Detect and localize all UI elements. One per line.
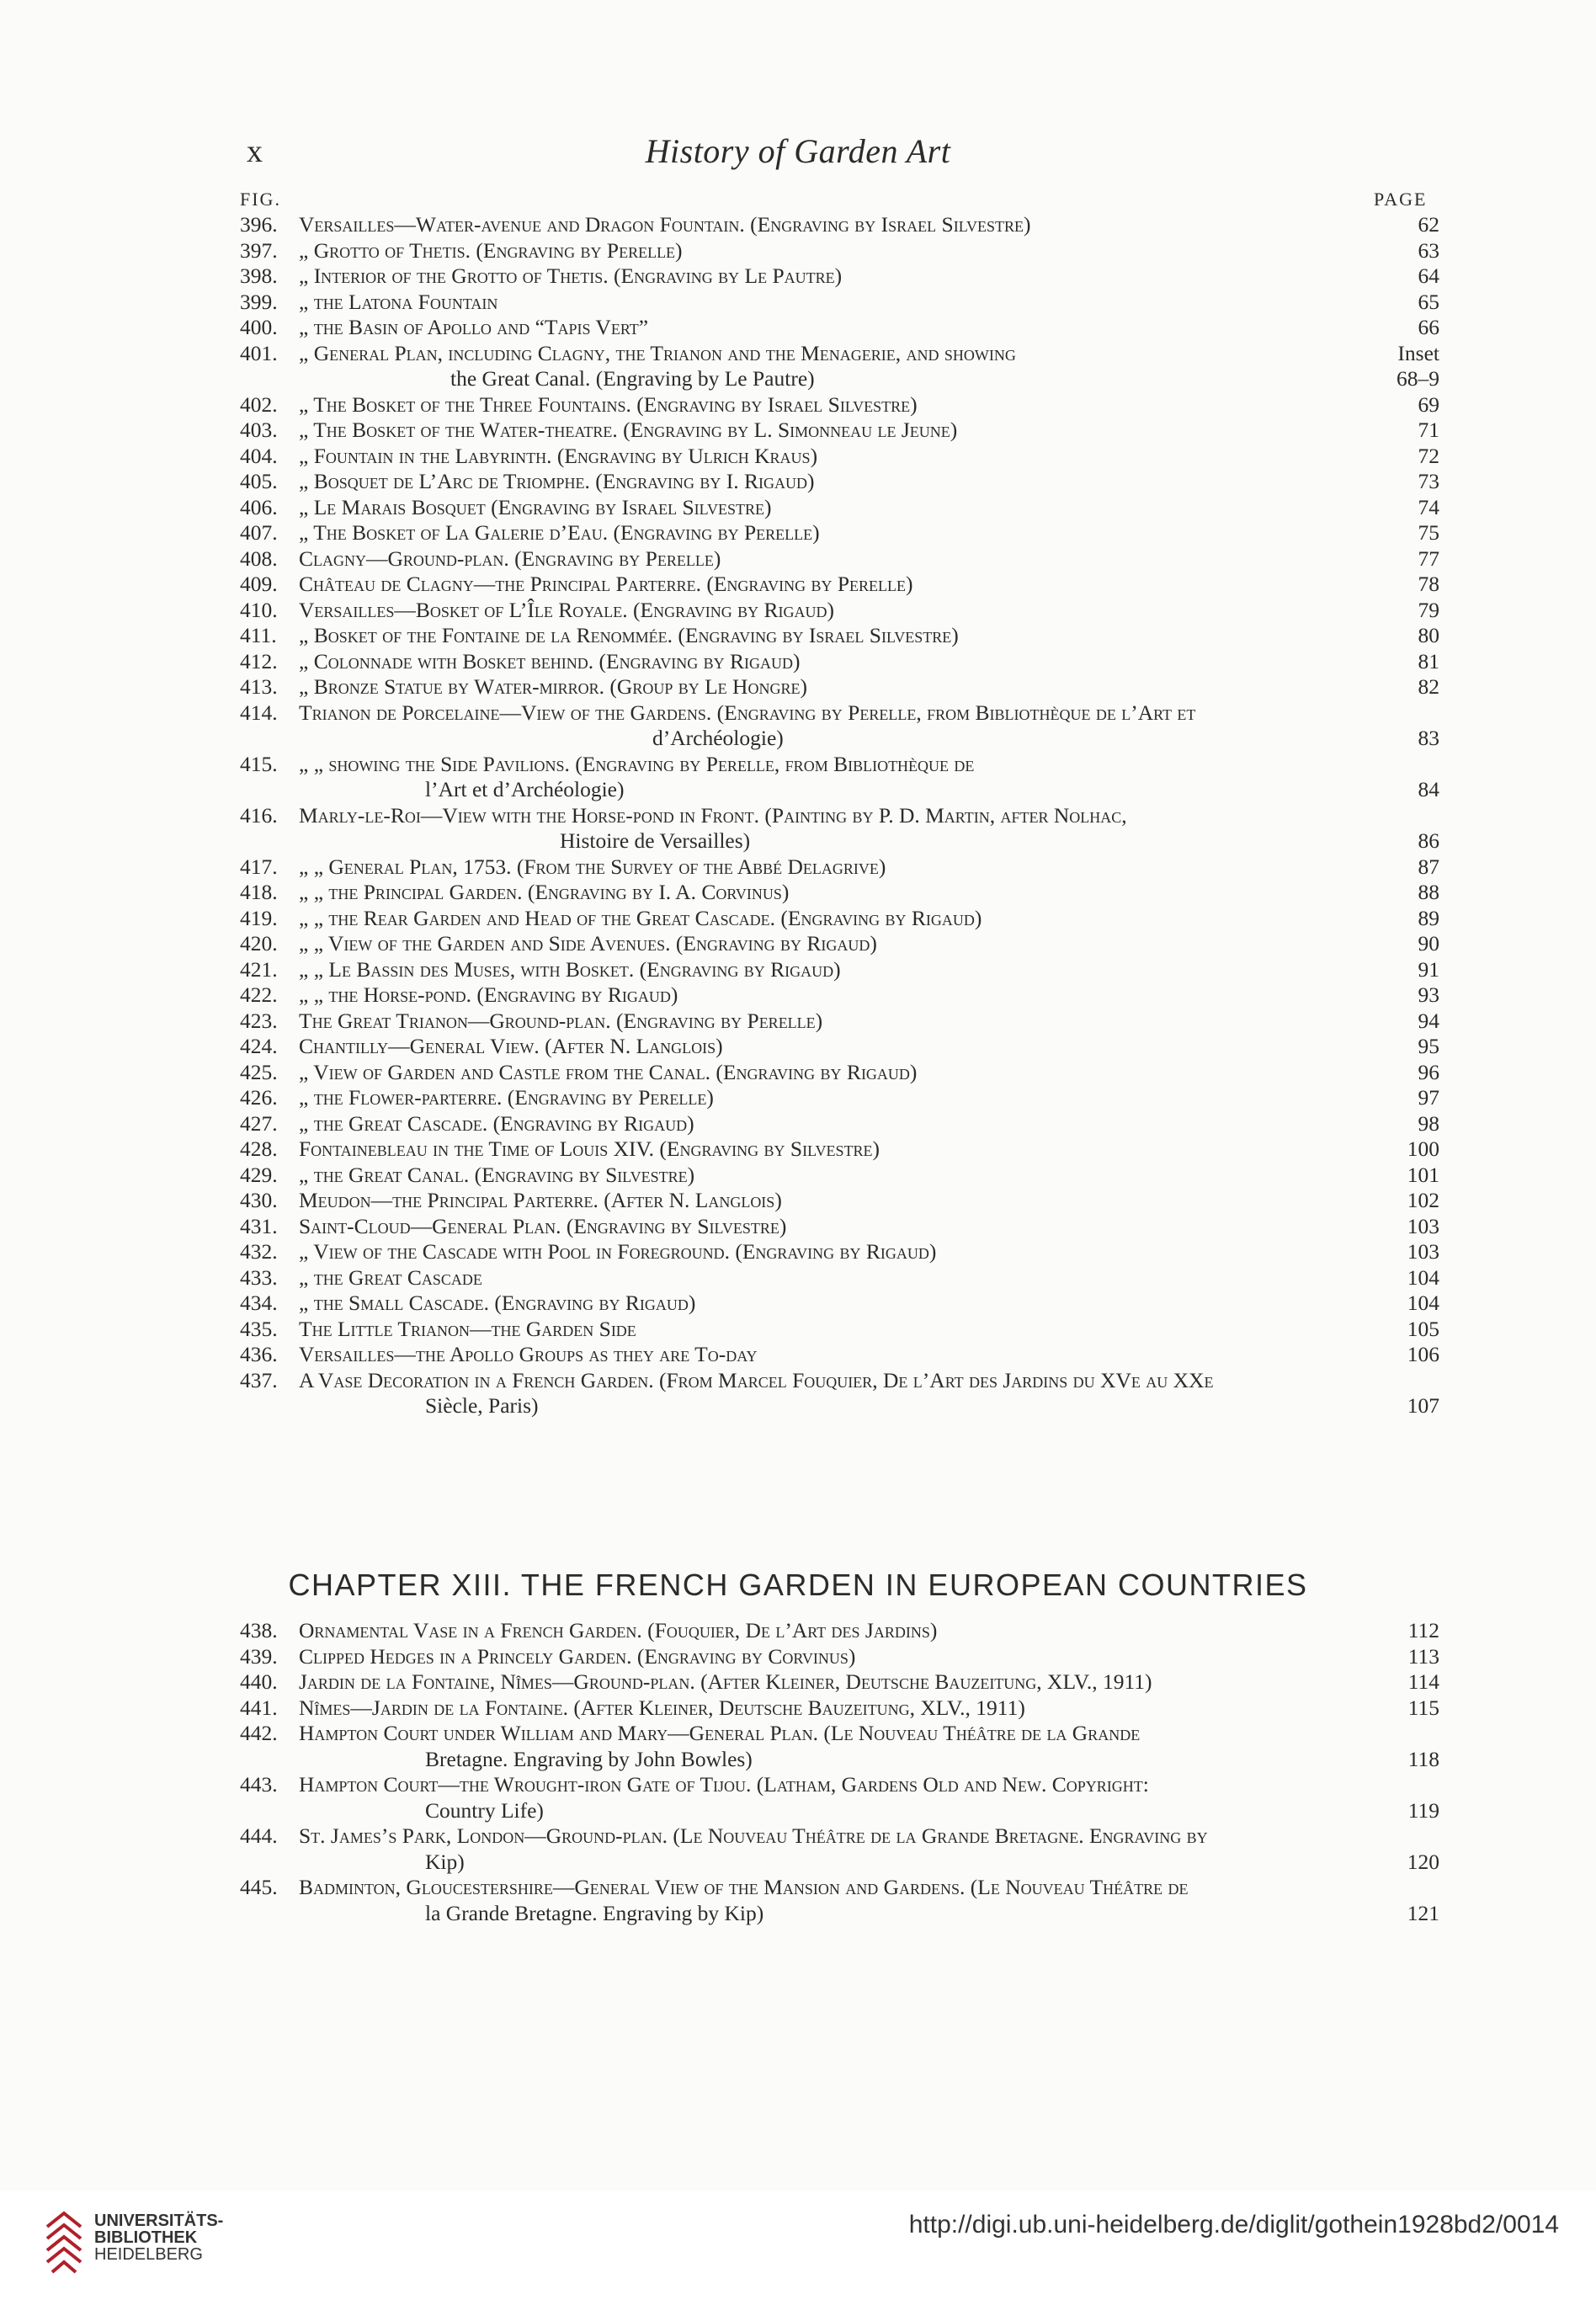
library-name-line3: HEIDELBERG <box>94 2245 203 2264</box>
figure-number: 398. <box>240 264 278 288</box>
caption-text: „ The Bosket of La Galerie d’Eau. (Engraving by Perelle) <box>299 520 820 545</box>
figure-caption <box>299 752 1381 803</box>
figure-caption <box>299 418 1381 444</box>
caption-text: Saint-Cloud—General Plan. (Engraving by Silvestre) <box>299 1213 787 1238</box>
figure-number: 409. <box>240 572 278 596</box>
page-reference: 100 <box>1407 1137 1439 1161</box>
list-item <box>240 1317 1439 1343</box>
caption-text: Jardin de la Fontaine, Nîmes—Ground-plan. (After Kleiner, Deutsche Bauzeitung, XLV., 1911) <box>299 1669 1152 1694</box>
figure-number: 431. <box>240 1213 278 1238</box>
figure-caption <box>299 674 1381 700</box>
page-reference: 93 <box>1418 982 1439 1007</box>
page-reference: 71 <box>1418 418 1439 442</box>
figure-caption <box>299 212 1381 238</box>
figure-caption <box>299 1823 1381 1875</box>
list-item <box>240 623 1439 649</box>
page-reference: 64 <box>1418 264 1439 288</box>
caption-text: „ Bosquet de L’Arc de Triomphe. (Engraving by I. Rigaud) <box>299 469 815 493</box>
caption-text: „ The Bosket of the Water-theatre. (Engraving by L. Simonneau le Jeune) <box>299 418 958 442</box>
page-reference: 91 <box>1418 956 1439 982</box>
caption-text: Château de Clagny—the Principal Parterre. (Engraving by Perelle) <box>299 572 913 596</box>
page-reference: 89 <box>1418 905 1439 930</box>
list-item <box>240 238 1439 264</box>
list-item <box>240 854 1439 881</box>
list-item <box>240 674 1439 700</box>
figure-caption <box>299 238 1381 264</box>
caption-text: „ the Great Cascade <box>299 1264 482 1290</box>
caption-text: Ornamental Vase in a French Garden. (Fouquier, De l’Art des Jardins) <box>299 1618 938 1642</box>
figure-number: 401. <box>240 340 278 365</box>
page-reference: 88 <box>1418 880 1439 904</box>
figure-caption <box>299 1669 1381 1696</box>
figure-caption <box>299 392 1381 418</box>
figure-caption <box>299 1009 1381 1035</box>
page-reference: 103 <box>1407 1239 1439 1264</box>
list-item <box>240 1772 1439 1823</box>
figure-number: 441. <box>240 1695 278 1720</box>
page-reference: 106 <box>1407 1342 1439 1366</box>
figure-number: 440. <box>240 1669 278 1694</box>
caption-text: „ Interior of the Grotto of Thetis. (Engraving by Le Pautre) <box>299 264 843 288</box>
figure-number: 410. <box>240 597 278 622</box>
caption-text: „ Le Marais Bosquet (Engraving by Israel Silvestre) <box>299 494 772 519</box>
page-reference: 101 <box>1407 1162 1439 1187</box>
caption-text: „ „ Le Bassin des Muses, with Bosket. (Engraving by Rigaud) <box>299 956 841 982</box>
figure-list <box>240 212 1439 1419</box>
caption-text: Hampton Court under William and Mary—General Plan. (Le Nouveau Théâtre de la Grande <box>299 1721 1141 1745</box>
page-reference: 78 <box>1418 572 1439 596</box>
figure-caption <box>299 1163 1381 1189</box>
figure-number: 427. <box>240 1110 278 1136</box>
figure-caption <box>299 931 1381 957</box>
list-item <box>240 1137 1439 1163</box>
figure-caption <box>299 1618 1381 1644</box>
figure-number: 426. <box>240 1085 278 1110</box>
list-item <box>240 1034 1439 1060</box>
figure-number: 421. <box>240 956 278 982</box>
page-reference: 77 <box>1418 546 1439 571</box>
figure-number: 443. <box>240 1772 278 1797</box>
list-item <box>240 752 1439 803</box>
figure-caption <box>299 1875 1381 1926</box>
figure-number: 417. <box>240 854 278 879</box>
figure-number: 404. <box>240 443 278 468</box>
figure-caption <box>299 469 1381 495</box>
figure-number: 422. <box>240 982 278 1007</box>
figure-number: 425. <box>240 1059 278 1084</box>
list-item <box>240 290 1439 316</box>
figure-number: 402. <box>240 391 278 417</box>
caption-text: „ Grotto of Thetis. (Engraving by Perelle) <box>299 237 683 263</box>
page-reference: 115 <box>1407 1695 1439 1720</box>
list-item <box>240 1721 1439 1772</box>
list-item <box>240 1265 1439 1291</box>
figure-list-chapter-13 <box>240 1618 1439 1926</box>
fig-column-header: FIG. <box>240 189 281 210</box>
figure-caption <box>299 982 1381 1009</box>
list-item <box>240 469 1439 495</box>
page-reference: 107 <box>1407 1393 1439 1418</box>
caption-text: „ General Plan, including Clagny, the Trianon and the Menagerie, and showing <box>299 340 1016 365</box>
list-item <box>240 341 1439 392</box>
figure-caption <box>299 1772 1381 1823</box>
figure-caption <box>299 444 1381 470</box>
page-reference: 65 <box>1418 289 1439 314</box>
caption-text: Versailles—Bosket of L’Île Royale. (Engraving by Rigaud) <box>299 597 835 622</box>
caption-text: Nîmes—Jardin de la Fontaine. (After Kleiner, Deutsche Bauzeitung, XLV., 1911) <box>299 1695 1025 1720</box>
list-item <box>240 1009 1439 1035</box>
running-title: History of Garden Art <box>645 132 951 170</box>
caption-text: Trianon de Porcelaine—View of the Gardens. (Engraving by Perelle, from Bibliothèque de l’Art et <box>299 700 1196 725</box>
page-reference: 105 <box>1407 1316 1439 1341</box>
figure-caption <box>299 1111 1381 1137</box>
caption-continuation: Kip) <box>425 1849 465 1874</box>
page-reference: 82 <box>1418 674 1439 699</box>
page-reference: Inset 68–9 <box>1396 340 1439 391</box>
caption-continuation: l’Art et d’Archéologie) <box>425 777 625 801</box>
caption-text: Versailles—Water-avenue and Dragon Fountain. (Engraving by Israel Silvestre) <box>299 212 1031 237</box>
figure-number: 442. <box>240 1721 278 1745</box>
list-item <box>240 1618 1439 1644</box>
list-item <box>240 520 1439 546</box>
library-name-line2: BIBLIOTHEK <box>94 2228 198 2247</box>
page-reference: 73 <box>1418 469 1439 493</box>
caption-text: „ „ General Plan, 1753. (From the Survey of the Abbé Delagrive) <box>299 854 886 879</box>
figure-caption <box>299 495 1381 521</box>
list-item <box>240 880 1439 906</box>
list-item <box>240 1875 1439 1926</box>
caption-continuation: d’Archéologie) <box>652 726 784 750</box>
page-reference: 87 <box>1418 854 1439 879</box>
page-reference: 114 <box>1407 1669 1439 1694</box>
figure-caption <box>299 1368 1381 1419</box>
figure-caption <box>299 1644 1381 1670</box>
caption-continuation: Histoire de Versailles) <box>560 828 751 853</box>
figure-number: 399. <box>240 289 278 314</box>
figure-caption <box>299 1188 1381 1214</box>
caption-text: Clagny—Ground-plan. (Engraving by Perelle) <box>299 546 721 571</box>
list-item <box>240 649 1439 675</box>
figure-caption <box>299 649 1381 675</box>
figure-number: 400. <box>240 315 278 339</box>
page-column-header: PAGE <box>1374 189 1428 210</box>
caption-text: „ View of Garden and Castle from the Canal. (Engraving by Rigaud) <box>299 1059 918 1084</box>
figure-caption <box>299 1085 1381 1111</box>
page-reference: 80 <box>1418 623 1439 647</box>
caption-text: „ „ the Principal Garden. (Engraving by I. A. Corvinus) <box>299 880 790 904</box>
page-reference: 81 <box>1418 648 1439 673</box>
page-reference: 113 <box>1407 1643 1439 1669</box>
figure-number: 411. <box>240 623 277 647</box>
figure-caption <box>299 1034 1381 1060</box>
caption-text: Fontainebleau in the Time of Louis XIV. (Engraving by Silvestre) <box>299 1137 880 1161</box>
figure-caption <box>299 957 1381 983</box>
list-item <box>240 495 1439 521</box>
list-item <box>240 1188 1439 1214</box>
caption-text: „ the Great Canal. (Engraving by Silvestre) <box>299 1162 695 1187</box>
page-reference: 119 <box>1407 1797 1439 1823</box>
page-reference: 94 <box>1418 1008 1439 1033</box>
caption-text: „ View of the Cascade with Pool in Foreground. (Engraving by Rigaud) <box>299 1239 937 1264</box>
figure-caption <box>299 1239 1381 1265</box>
figure-number: 418. <box>240 880 278 904</box>
page-reference: 74 <box>1418 494 1439 519</box>
figure-number: 437. <box>240 1367 278 1392</box>
list-item <box>240 906 1439 932</box>
caption-text: A Vase Decoration in a French Garden. (From Marcel Fouquier, De l’Art des Jardins du XVe au XXe <box>299 1367 1214 1392</box>
figure-number: 407. <box>240 520 278 545</box>
list-item <box>240 598 1439 624</box>
figure-number: 397. <box>240 237 278 263</box>
caption-text: „ The Bosket of the Three Fountains. (Engraving by Israel Silvestre) <box>299 391 918 417</box>
list-item <box>240 931 1439 957</box>
caption-text: „ Bronze Statue by Water-mirror. (Group by Le Hongre) <box>299 674 807 699</box>
figure-number: 433. <box>240 1264 278 1290</box>
list-item <box>240 315 1439 341</box>
figure-caption <box>299 315 1381 341</box>
list-item <box>240 700 1439 752</box>
list-item <box>240 1239 1439 1265</box>
figure-number: 396. <box>240 212 278 237</box>
chapter-heading: CHAPTER XIII. THE FRENCH GARDEN IN EUROPEAN COUNTRIES <box>288 1568 1308 1602</box>
list-item <box>240 1214 1439 1240</box>
figure-number: 434. <box>240 1291 278 1315</box>
caption-text: „ „ View of the Garden and Side Avenues. (Engraving by Rigaud) <box>299 931 877 956</box>
figure-caption <box>299 264 1381 290</box>
caption-text: „ Bosket of the Fontaine de la Renommée. (Engraving by Israel Silvestre) <box>299 623 959 647</box>
figure-caption <box>299 1214 1381 1240</box>
figure-caption <box>299 1342 1381 1368</box>
page-reference: 96 <box>1418 1059 1439 1084</box>
caption-text: St. James’s Park, London—Ground-plan. (Le Nouveau Théâtre de la Grande Bretagne. Engraving by <box>299 1823 1208 1848</box>
list-item <box>240 1696 1439 1722</box>
figure-caption <box>299 854 1381 881</box>
page-reference: 112 <box>1407 1618 1439 1642</box>
list-item <box>240 1085 1439 1111</box>
list-item <box>240 1163 1439 1189</box>
list-item <box>240 444 1439 470</box>
page-reference: 95 <box>1418 1034 1439 1058</box>
list-item <box>240 803 1439 854</box>
list-item <box>240 418 1439 444</box>
page-reference: 72 <box>1418 443 1439 468</box>
figure-number: 435. <box>240 1316 278 1341</box>
caption-text: Hampton Court—the Wrought-iron Gate of Tijou. (Latham, Gardens Old and New. Copyright: <box>299 1772 1149 1797</box>
page-reference: 75 <box>1418 520 1439 545</box>
figure-number: 413. <box>240 674 278 699</box>
list-item <box>240 982 1439 1009</box>
list-item <box>240 1060 1439 1086</box>
caption-continuation: Siècle, Paris) <box>425 1393 539 1418</box>
figure-number: 405. <box>240 469 278 493</box>
page-number: x <box>247 134 263 169</box>
caption-text: Meudon—the Principal Parterre. (After N. Langlois) <box>299 1188 782 1212</box>
caption-text: „ the Flower-parterre. (Engraving by Perelle) <box>299 1085 714 1110</box>
page-reference: 104 <box>1407 1291 1439 1315</box>
figure-number: 429. <box>240 1162 278 1187</box>
figure-number: 420. <box>240 931 278 956</box>
figure-number: 445. <box>240 1875 278 1899</box>
figure-number: 403. <box>240 418 278 442</box>
figure-number: 406. <box>240 494 278 519</box>
figure-number: 414. <box>240 700 278 725</box>
caption-text: „ Colonnade with Bosket behind. (Engraving by Rigaud) <box>299 648 801 673</box>
figure-number: 419. <box>240 905 278 930</box>
caption-text: „ Fountain in the Labyrinth. (Engraving by Ulrich Kraus) <box>299 443 818 468</box>
page-reference: 84 <box>1418 777 1439 801</box>
figure-caption <box>299 623 1381 649</box>
figure-caption <box>299 1317 1381 1343</box>
figure-number: 436. <box>240 1342 278 1366</box>
page-reference: 79 <box>1418 597 1439 622</box>
caption-continuation: Bretagne. Engraving by John Bowles) <box>425 1746 753 1771</box>
figure-caption <box>299 1696 1381 1722</box>
page-reference: 102 <box>1407 1188 1439 1212</box>
page-reference: 120 <box>1407 1849 1439 1874</box>
page-reference: 121 <box>1407 1900 1439 1925</box>
figure-caption <box>299 572 1381 598</box>
figure-number: 416. <box>240 802 278 828</box>
figure-number: 432. <box>240 1239 278 1264</box>
list-item <box>240 1368 1439 1419</box>
library-name <box>94 2212 223 2263</box>
caption-text: Versailles—the Apollo Groups as they are To-day <box>299 1342 758 1366</box>
figure-number: 408. <box>240 546 278 571</box>
figure-number: 424. <box>240 1034 278 1058</box>
list-item <box>240 1291 1439 1317</box>
caption-continuation: la Grande Bretagne. Engraving by Kip) <box>425 1900 764 1925</box>
figure-caption <box>299 598 1381 624</box>
page-reference: 86 <box>1418 828 1439 853</box>
list-item <box>240 392 1439 418</box>
caption-text: The Great Trianon—Ground-plan. (Engraving by Perelle) <box>299 1008 823 1033</box>
figure-caption <box>299 520 1381 546</box>
list-item <box>240 1644 1439 1670</box>
page-reference: 103 <box>1407 1213 1439 1238</box>
list-item <box>240 546 1439 572</box>
figure-number: 438. <box>240 1618 278 1642</box>
caption-text: Badminton, Gloucestershire—General View of the Mansion and Gardens. (Le Nouveau Théâtre de <box>299 1875 1189 1899</box>
figure-caption <box>299 700 1381 752</box>
page-reference: 104 <box>1407 1264 1439 1290</box>
caption-text: „ „ showing the Side Pavilions. (Engraving by Perelle, from Bibliothèque de <box>299 751 975 776</box>
figure-number: 428. <box>240 1137 278 1161</box>
figure-caption <box>299 290 1381 316</box>
list-item <box>240 572 1439 598</box>
source-url-link[interactable]: http://digi.ub.uni-heidelberg.de/diglit/gothein1928bd2/0014 <box>908 2211 1559 2238</box>
figure-caption <box>299 880 1381 906</box>
caption-text: The Little Trianon—the Garden Side <box>299 1316 636 1341</box>
figure-caption <box>299 803 1381 854</box>
list-item <box>240 1111 1439 1137</box>
caption-text: „ the Small Cascade. (Engraving by Rigaud) <box>299 1291 696 1315</box>
figure-caption <box>299 546 1381 572</box>
list-item <box>240 957 1439 983</box>
caption-text: „ „ the Rear Garden and Head of the Great Cascade. (Engraving by Rigaud) <box>299 905 982 930</box>
page-reference: 97 <box>1418 1085 1439 1110</box>
figure-number: 412. <box>240 648 278 673</box>
figure-number: 444. <box>240 1823 278 1848</box>
figure-caption <box>299 1060 1381 1086</box>
caption-text: „ „ the Horse-pond. (Engraving by Rigaud) <box>299 982 678 1007</box>
caption-continuation: the Great Canal. (Engraving by Le Pautre) <box>450 366 815 391</box>
caption-text: Chantilly—General View. (After N. Langlois) <box>299 1034 723 1058</box>
figure-number: 415. <box>240 751 278 776</box>
figure-caption <box>299 1721 1381 1772</box>
page-reference: 69 <box>1418 391 1439 417</box>
list-item <box>240 264 1439 290</box>
page-reference: 118 <box>1407 1746 1439 1771</box>
page-reference: 98 <box>1418 1110 1439 1136</box>
figure-caption <box>299 906 1381 932</box>
figure-number: 430. <box>240 1188 278 1212</box>
caption-text: „ the Great Cascade. (Engraving by Rigaud) <box>299 1110 694 1136</box>
page-reference: 83 <box>1418 726 1439 750</box>
list-item <box>240 1823 1439 1875</box>
list-item <box>240 212 1439 238</box>
page-reference: 66 <box>1418 315 1439 339</box>
figure-number: 439. <box>240 1643 278 1669</box>
caption-text: Marly-le-Roi—View with the Horse-pond in Front. (Painting by P. D. Martin, after Nolhac, <box>299 802 1127 828</box>
library-logo-icon <box>44 2210 86 2276</box>
page-reference: 90 <box>1418 931 1439 956</box>
caption-text: Clipped Hedges in a Princely Garden. (Engraving by Corvinus) <box>299 1643 856 1669</box>
page-reference: 63 <box>1418 237 1439 263</box>
library-name-line1: UNIVERSITÄTS- <box>94 2212 224 2230</box>
list-item <box>240 1342 1439 1368</box>
figure-caption <box>299 341 1381 392</box>
figure-caption <box>299 1265 1381 1291</box>
list-item <box>240 1669 1439 1696</box>
caption-text: „ the Basin of Apollo and “Tapis Vert” <box>299 315 649 339</box>
caption-text: „ the Latona Fountain <box>299 289 498 314</box>
figure-caption <box>299 1291 1381 1317</box>
page-reference: 62 <box>1418 212 1439 237</box>
figure-number: 423. <box>240 1008 278 1033</box>
figure-caption <box>299 1137 1381 1163</box>
caption-continuation: Country Life) <box>425 1797 544 1823</box>
